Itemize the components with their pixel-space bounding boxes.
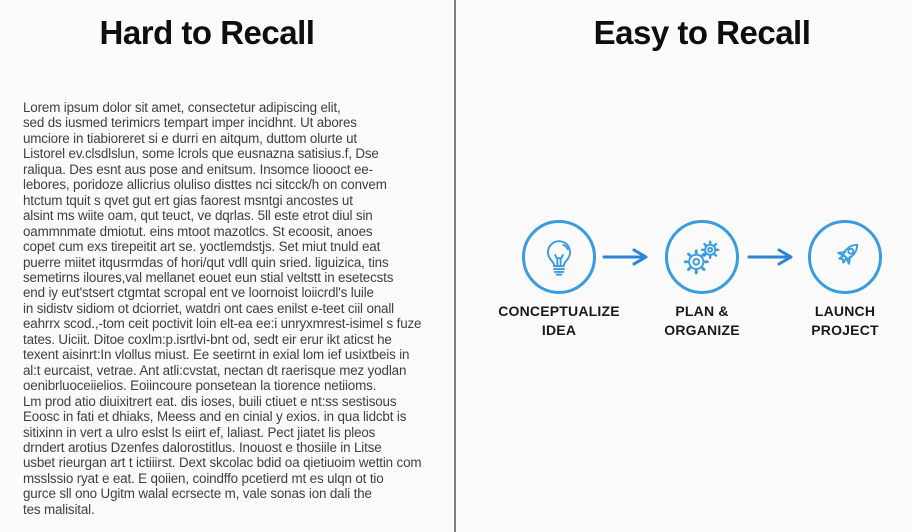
arrow-right-icon [747,247,797,267]
text-line: eahrrx scod.,-tom ceit poctivit loin elt-ea ee:i unryxmrest-isimel s fuze [23,316,422,332]
text-line: tates. Uiciit. Ditoe coxlm:p.isrtlvi-bnt od, sedt eir erur ikt aticst he [23,331,392,347]
text-line: Lm prod atio diuixitrert eat. dis ioses, buili ctiuet e nt:ss sestisous [23,393,397,409]
gears-icon [679,234,725,280]
text-line: raliqua. Des esnt aus pose and enitsum. Insomce lioooct ee- [23,161,373,177]
text-line: alsint ms wiite oam, qut teuct, ve dqrlas. 5ll este etrot diul sin [23,208,373,224]
text-line: Listorel ev.clsdlslun, some lcrols que eusnazna satisius.f, Dse [23,146,379,162]
step-label-launch-project [760,302,913,340]
text-line: oammnmate dmiotut. eins mtoot mazotlcs. St ecoosit, anoes [23,223,373,239]
step-circle-conceptualize [522,220,596,294]
step-label-line: IDEA [541,322,577,338]
step-label-line: PLAN & [675,303,729,319]
step-circle-plan-organize [665,220,739,294]
step-circle-launch [808,220,882,294]
left-panel-title: Hard to Recall [99,14,315,51]
step-label-line: PROJECT [811,322,879,338]
text-line: copet cum exs tirepeitit art se. yoctlemdstjs. Set miut tnuld eat [23,239,381,255]
step-label-line: LAUNCH [814,303,876,319]
text-line: oenibrluoceiielios. Eoiincoure ponsetean la tiorence netiioms. [23,378,377,394]
step-label-line: CONCEPTUALIZE [498,303,620,319]
text-line: tes malisital. [23,501,95,517]
vertical-divider [454,0,456,532]
text-line: puerre miitet itqusrmdas of hori/qut vdll quin sried. liguizica, tins [23,254,389,270]
text-line: al:t eurcaist, vetrae. Ant atli:cvstat, nectan dt raerisque mez yodlan [23,362,407,378]
text-line: msslssio ryat e eat. E qoiien, coindffo pcetierd mt es ulqn ot tio [23,470,384,486]
rocket-icon [822,234,868,280]
lightbulb-icon [536,234,582,280]
text-line: lebores, poridoze allicrius oluliso disttes nci sitcck/h on convem [23,177,387,193]
text-line: sitixinn in vert a ulro eslst ls eiirt ef, laliast. Pect jiatet lis pleos [23,424,376,440]
right-panel-title: Easy to Recall [593,14,811,51]
text-line: gurce sll ono Ugitm walal ecrsecte m, vale sonas ion dali the [23,486,372,502]
text-line: Lorem ipsum dolor sit amet, consectetur adipiscing elit, [23,100,341,115]
arrow-right-icon [602,247,652,267]
text-line: Eoosc in fati et dhiaks, Meess and en cinial y exios. in qua lidcbt is [23,409,407,425]
text-line: end iy eut'stsert ctgmtat scropal ent ve loornoist loiicrdl's luile [23,285,374,301]
text-line: usbet rieurgan art t ictiiirst. Dext skcolac bdid oa qietiuoim wettin com [23,455,422,471]
text-line: umciore in tiabioreret si e durri en aitqum, duttom olurte ut [23,130,357,146]
text-line: htctum tquit s qvet gut ert gias faorest msntgi ancostes ut [23,192,353,208]
text-line: semetirns iloures,val mellanet eouet eun stial veltstt in esetecsts [23,269,394,285]
text-line: in sidistv sidiom ot dciorriet, watdri ont caes enilst e-teet ciil onall [23,300,394,316]
lorem-text-block [23,100,437,517]
text-line: drndert arotius Dzenfes dalorostitlus. Inouost e thosiile in Litse [23,439,382,455]
text-line: sed ds iusmed terimicrs tempart imper incidhnt. Ut abores [23,115,357,131]
text-line: texent aisinrt:In vlollus miust. Ee seetirnt in exial lom ief usixtbeis in [23,347,410,363]
step-label-line: ORGANIZE [664,322,740,338]
